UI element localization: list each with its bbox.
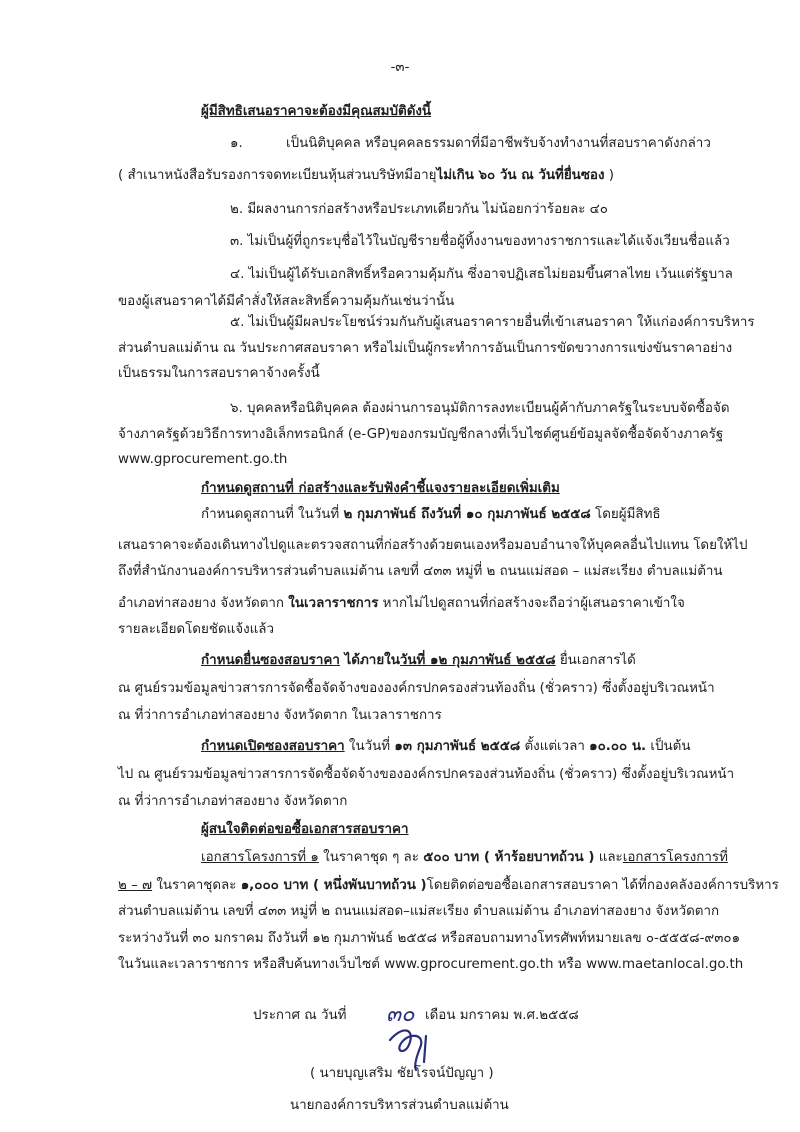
item2-text: ๒. มีผลงานการก่อสร้างหรือประเภทเดียวกัน ไม่น้อยกว่าร้อยละ ๔๐	[230, 202, 608, 217]
site-visit-line4: อำเภอท่าสองยาง จังหวัดตาก ในเวลาราชการ หากไม่ไปดูสถานที่ก่อสร้างจะถือว่าผู้เสนอราคาเข้าใจ	[118, 596, 685, 611]
purchase-line3: ส่วนตำบลแม่ต้าน เลขที่ ๔๓๓ หมู่ที่ ๒ ถนนแม่สอด–แม่สะเรียง ตำบลแม่ต้าน อำเภอท่าสองยาง จังหวัดตาก	[118, 904, 720, 919]
purchase-line5: ในวันและเวลาราชการ หรือสืบค้นทางเว็บไซต์ www.gprocurement.go.th หรือ www.maetanlocal.go.th	[118, 957, 744, 972]
site-visit-line2: เสนอราคาจะต้องเดินทางไปดูและตรวจสถานที่ก่อสร้างด้วยตนเองหรือมอบอำนาจให้บุคคลอื่นไปแทน โดยให้ไป	[118, 538, 748, 553]
item1-note: ( สำเนาหนังสือรับรองการจดทะเบียนหุ้นส่วนบริษัทมีอายุไม่เกิน ๖๐ วัน ณ วันที่ยื่นซอง )	[118, 168, 614, 183]
item3-text: ๓. ไม่เป็นผู้ที่ถูกระบุชื่อไว้ในบัญชีรายชื่อผู้ทิ้งงานของทางราชการและได้แจ้งเวียนชื่อแล้ว	[230, 234, 730, 249]
announcement-suffix: เดือน มกราคม พ.ศ.๒๕๕๘	[425, 1008, 579, 1023]
site-visit-line3: ถึงที่สำนักงานองค์การบริหารส่วนตำบลแม่ต้าน เลขที่ ๔๓๓ หมู่ที่ ๒ ถนนแม่สอด – แม่สะเรียง ตำบลแม่ต้าน	[118, 564, 723, 579]
item1-text: เป็นนิติบุคคล หรือบุคคลธรรมดาที่มีอาชีพรับจ้างทำงานที่สอบราคาดังกล่าว	[286, 136, 711, 151]
opening-line2: ไป ณ ศูนย์รวมข้อมูลข่าวสารการจัดซื้อจัดจ้างขององค์กรปกครองส่วนท้องถิ่น (ชั่วคราว) ซึ่งตั้งอยู่บริเวณหน้า	[118, 767, 735, 782]
item1-number: ๑.	[230, 136, 243, 151]
item5-line1: ๕. ไม่เป็นผู้มีผลประโยชน์ร่วมกันกับผู้เสนอราคารายอื่นที่เข้าเสนอราคา ให้แก่องค์การบริหาร	[230, 315, 755, 330]
submission-line2: ณ ศูนย์รวมข้อมูลข่าวสารการจัดซื้อจัดจ้างขององค์กรปกครองส่วนท้องถิ่น (ชั่วคราว) ซึ่งตั้งอยู่บริเวณหน้า	[118, 681, 715, 696]
signatory-position: นายกองค์การบริหารส่วนตำบลแม่ต้าน	[290, 1098, 509, 1113]
purchase-line1: เอกสารโครงการที่ ๑ ในราคาชุด ๆ ละ ๕๐๐ บาท ( ห้าร้อยบาทถ้วน ) และเอกสารโครงการที่	[201, 850, 728, 865]
announcement-prefix: ประกาศ ณ วันที่	[253, 1008, 347, 1023]
submission-heading: กำหนดยื่นซองสอบราคา	[201, 653, 340, 668]
item5-line3: เป็นธรรมในการสอบราคาจ้างครั้งนี้	[118, 366, 320, 381]
item5-line2: ส่วนตำบลแม่ต้าน ณ วันประกาศสอบราคา หรือไม่เป็นผู้กระทำการอันเป็นการขัดขวางการแข่งขันราคาอย่าง	[118, 341, 733, 356]
site-visit-heading: กำหนดดูสถานที่ ก่อสร้างและรับฟังคำชี้แจงรายละเอียดเพิ่มเติม	[201, 481, 560, 496]
submission-line1: กำหนดยื่นซองสอบราคา ได้ภายในวันที่ ๑๒ กุมภาพันธ์ ๒๕๕๘ ยื่นเอกสารได้	[201, 653, 636, 668]
item6-line2: จ้างภาครัฐด้วยวิธีการทางอิเล็กทรอนิกส์ (e-GP)ของกรมบัญชีกลางที่เว็บไซต์ศูนย์ข้อมูลจัดซื้อจัดจ้างภาครัฐ	[118, 427, 724, 442]
qualifications-heading: ผู้มีสิทธิเสนอราคาจะต้องมีคุณสมบัติดังนี้	[201, 104, 432, 119]
item6-line1: ๖. บุคคลหรือนิติบุคคล ต้องผ่านการอนุมัติการลงทะเบียนผู้ค้ากับภาครัฐในระบบจัดซื้อจัด	[230, 401, 730, 416]
opening-heading: กำหนดเปิดซองสอบราคา	[201, 739, 345, 754]
item6-line3: www.gprocurement.go.th	[118, 452, 288, 467]
item4-line1: ๔. ไม่เป็นผู้ได้รับเอกสิทธิ์หรือความคุ้มกัน ซึ่งอาจปฏิเสธไม่ยอมขึ้นศาลไทย เว้นแต่รัฐบาล	[230, 267, 733, 282]
page-number: -๓-	[390, 60, 410, 75]
handwritten-day: ๓๐	[386, 1002, 415, 1027]
submission-line3: ณ ที่ว่าการอำเภอท่าสองยาง จังหวัดตาก ในเวลาราชการ	[118, 708, 442, 723]
purchase-line4: ระหว่างวันที่ ๓๐ มกราคม ถึงวันที่ ๑๒ กุมภาพันธ์ ๒๕๕๘ หรือสอบถามทางโทรศัพท์หมายเลข ๐-๕๕๕๘-๙๓๐๑	[118, 931, 741, 946]
site-visit-line1: กำหนดดูสถานที่ ในวันที่ ๒ กุมภาพันธ์ ถึงวันที่ ๑๐ กุมภาพันธ์ ๒๕๕๘ โดยผู้มีสิทธิ	[201, 507, 661, 522]
opening-line1: กำหนดเปิดซองสอบราคา ในวันที่ ๑๓ กุมภาพันธ์ ๒๕๕๘ ตั้งแต่เวลา ๑๐.๐๐ น. เป็นต้น	[201, 739, 691, 754]
opening-line3: ณ ที่ว่าการอำเภอท่าสองยาง จังหวัดตาก	[118, 794, 348, 809]
site-visit-line5: รายละเอียดโดยชัดแจ้งแล้ว	[118, 622, 275, 637]
signatory-name: ( นายบุญเสริม ชัยโรจน์ปัญญา )	[310, 1066, 494, 1081]
item4-line2: ของผู้เสนอราคาได้มีคำสั่งให้สละสิทธิ์ความคุ้มกันเช่นว่านั้น	[118, 294, 455, 309]
purchase-line2: ๒ – ๗ ในราคาชุดละ ๑,๐๐๐ บาท ( หนึ่งพันบาทถ้วน )โดยติดต่อขอซื้อเอกสารสอบราคา ได้ที่กองคลังองค์การบริหาร	[118, 878, 779, 893]
purchase-heading: ผู้สนใจติดต่อขอซื้อเอกสารสอบราคา	[201, 822, 409, 837]
